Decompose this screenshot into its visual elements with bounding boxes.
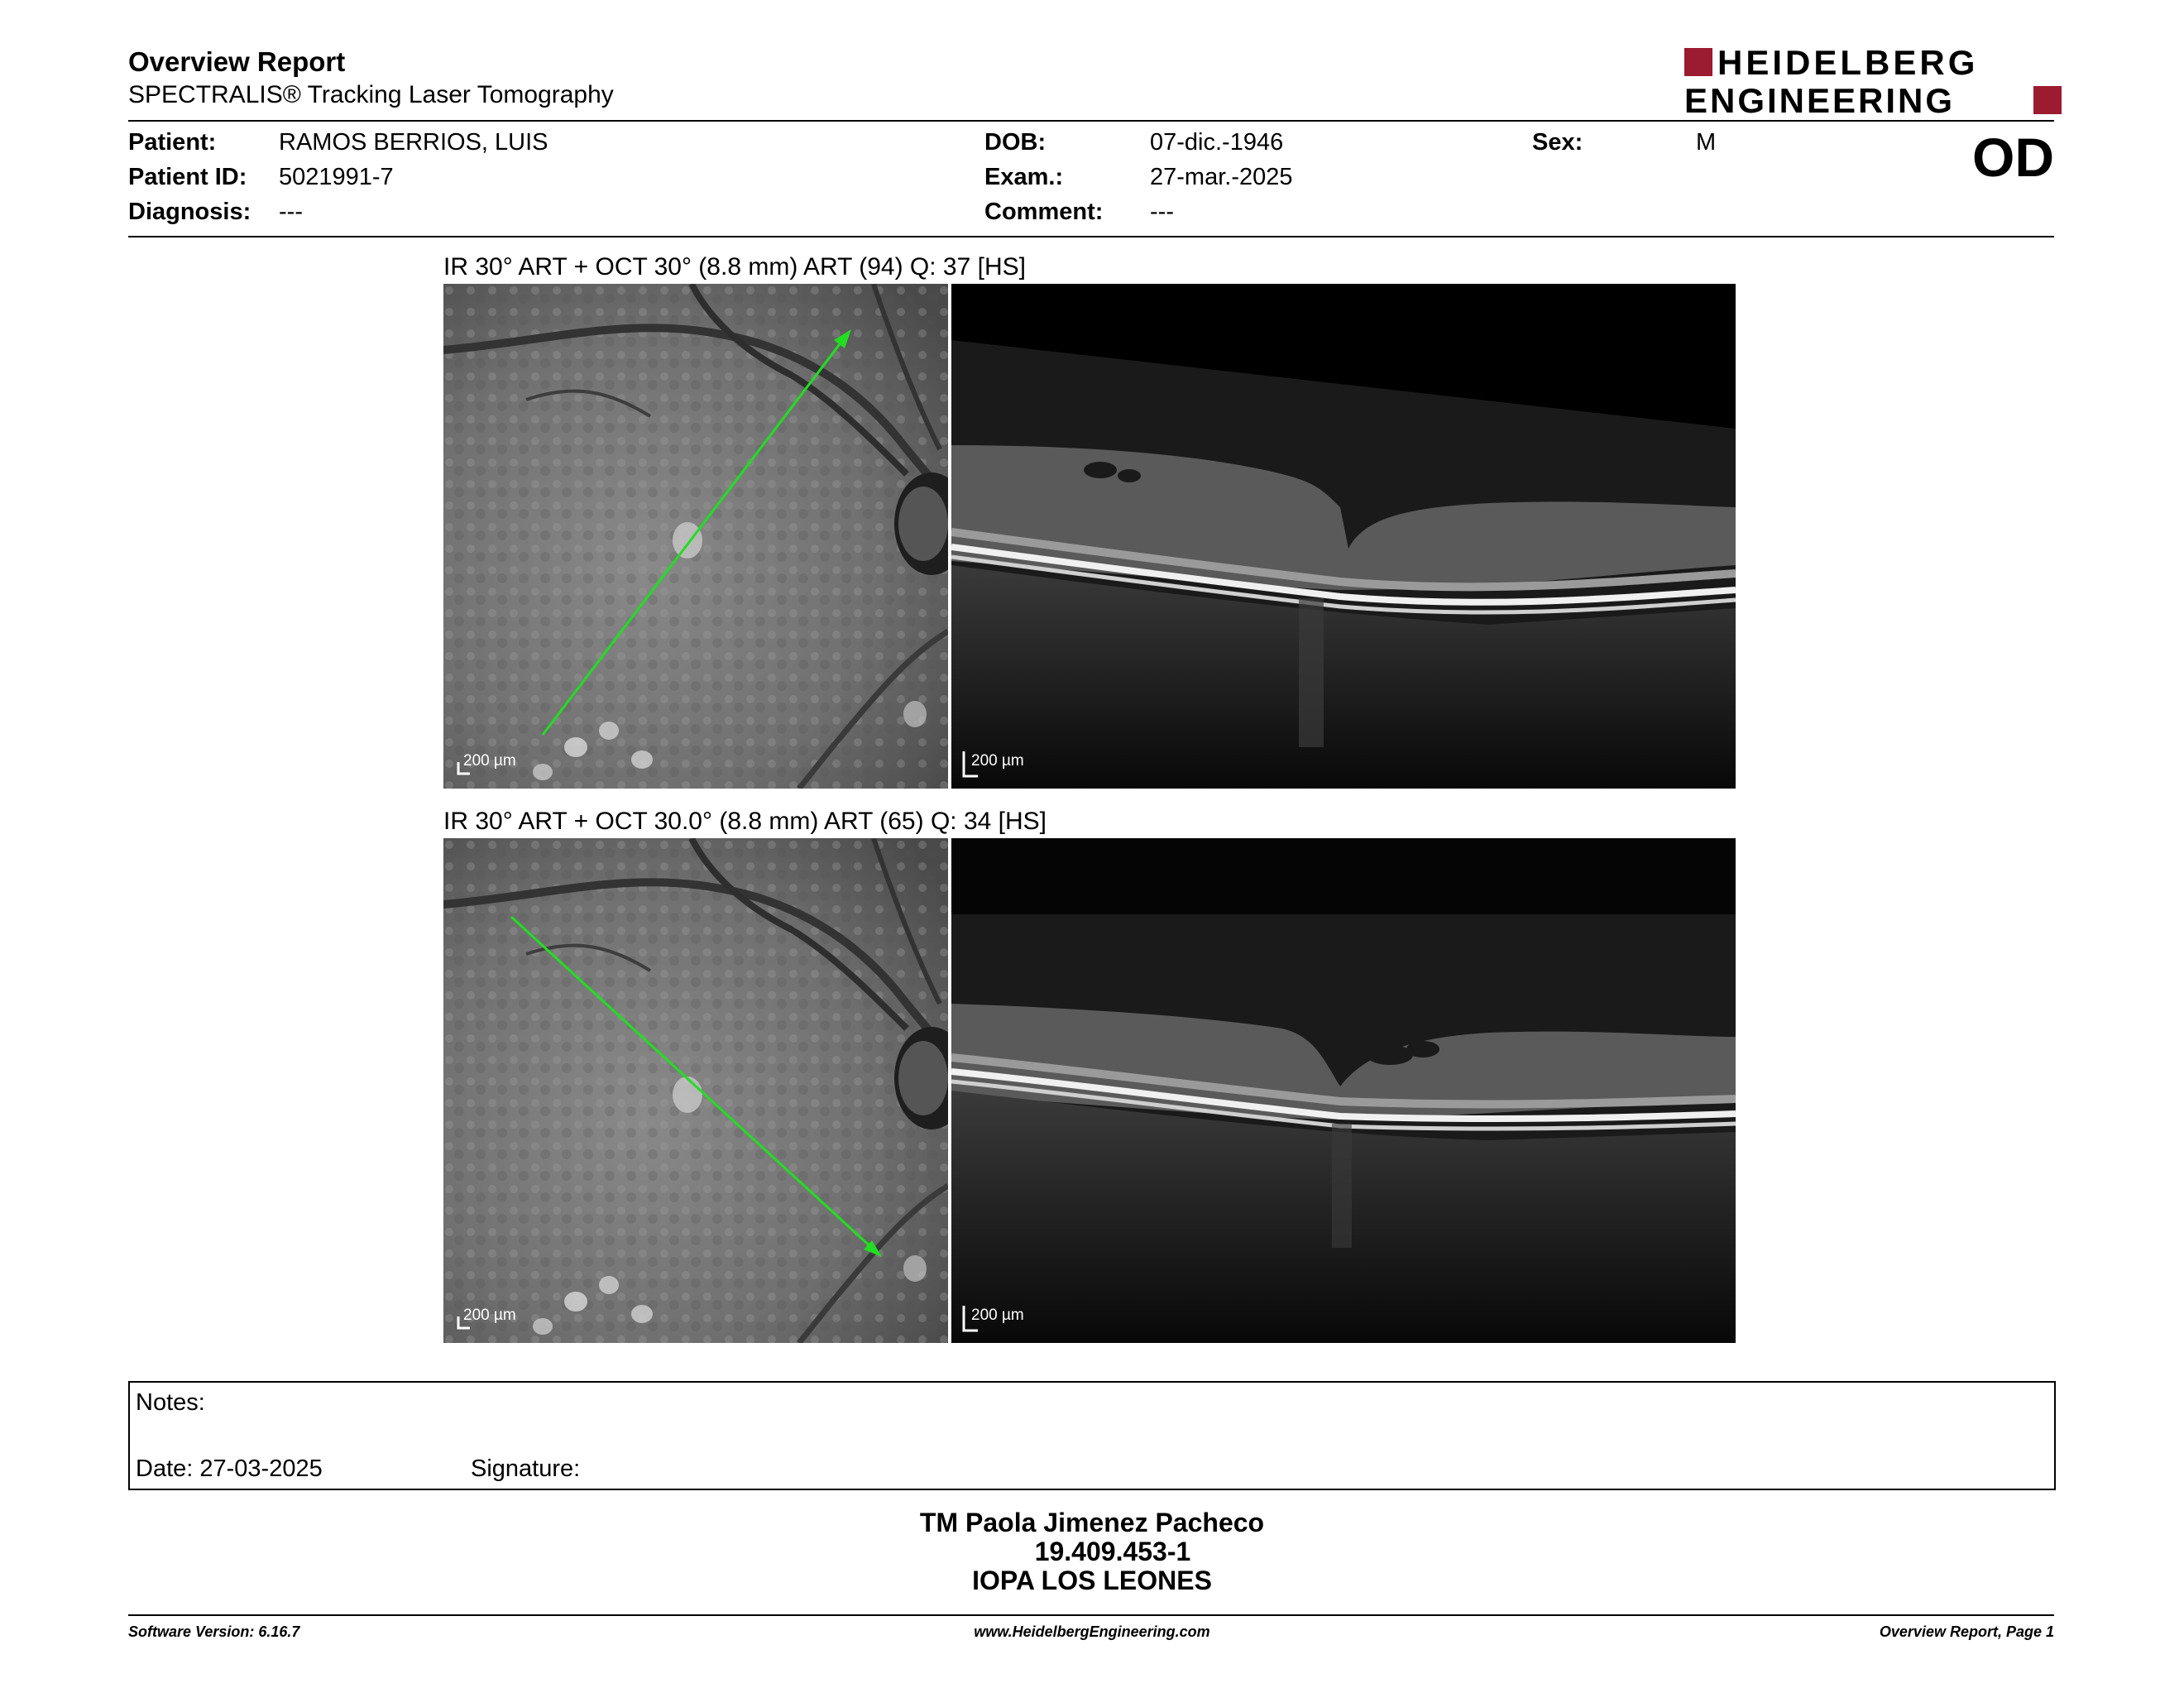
comment-label: Comment: — [984, 199, 1104, 225]
scan-2-caption: IR 30° ART + OCT 30.0° (8.8 mm) ART (65) Q: 34 [HS] — [443, 808, 1046, 835]
patient-rule — [128, 236, 2054, 237]
patient-name: RAMOS BERRIOS, LUIS — [279, 129, 548, 156]
signatory-id: 19.409.453-1 — [1034, 1537, 1191, 1566]
sex-label: Sex: — [1532, 129, 1583, 156]
signatory-institution: IOPA LOS LEONES — [972, 1566, 1212, 1595]
logo-square-bottom — [2033, 86, 2062, 114]
page-number: Overview Report, Page 1 — [1879, 1623, 2054, 1640]
scan-1-ir-fundus-image[interactable] — [443, 284, 948, 789]
logo-square-top — [1684, 48, 1712, 76]
eye-laterality: OD — [1972, 127, 2054, 188]
notes-box[interactable] — [128, 1381, 2056, 1490]
exam-label: Exam.: — [984, 164, 1064, 190]
scan-2-oct-bscan-image[interactable] — [951, 838, 1736, 1343]
exam-value: 27-mar.-2025 — [1150, 164, 1293, 190]
sex-value: M — [1696, 129, 1717, 156]
patient-id-label: Patient ID: — [128, 164, 247, 190]
notes-date: Date: 27-03-2025 — [136, 1455, 323, 1482]
scan-1-caption: IR 30° ART + OCT 30° (8.8 mm) ART (94) Q: 37 [HS] — [443, 253, 1026, 281]
logo-line1: HEIDELBERG — [1717, 43, 1979, 82]
footer-rule — [128, 1614, 2054, 1616]
diagnosis-value: --- — [279, 199, 303, 225]
patient-label: Patient: — [128, 129, 217, 156]
dob-value: 07-dic.-1946 — [1150, 129, 1284, 156]
header-rule — [128, 120, 2054, 122]
patient-id: 5021991-7 — [279, 164, 394, 190]
signature-label: Signature: — [471, 1455, 581, 1482]
scan-1-oct-bscan-image[interactable] — [951, 284, 1736, 789]
comment-value: --- — [1150, 199, 1174, 225]
dob-label: DOB: — [984, 129, 1046, 156]
scan-2-ir-fundus-image[interactable] — [443, 838, 948, 1343]
website-link[interactable]: www.HeidelbergEngineering.com — [974, 1623, 1210, 1640]
software-version: Software Version: 6.16.7 — [128, 1623, 300, 1640]
heidelberg-logo — [1684, 43, 2063, 117]
report-subtitle: SPECTRALIS® Tracking Laser Tomography — [128, 81, 614, 108]
notes-label: Notes: — [136, 1389, 205, 1416]
diagnosis-label: Diagnosis: — [128, 199, 251, 225]
scan-2-ir-scale: 200 µm — [463, 1307, 516, 1324]
logo-line2: ENGINEERING — [1684, 81, 1956, 117]
scan-1-ir-scale: 200 µm — [463, 752, 516, 770]
scan-1-oct-scale: 200 µm — [971, 752, 1024, 770]
scan-2-oct-scale: 200 µm — [971, 1307, 1024, 1324]
signatory-name: TM Paola Jimenez Pacheco — [919, 1508, 1265, 1537]
report-title: Overview Report — [128, 46, 346, 77]
